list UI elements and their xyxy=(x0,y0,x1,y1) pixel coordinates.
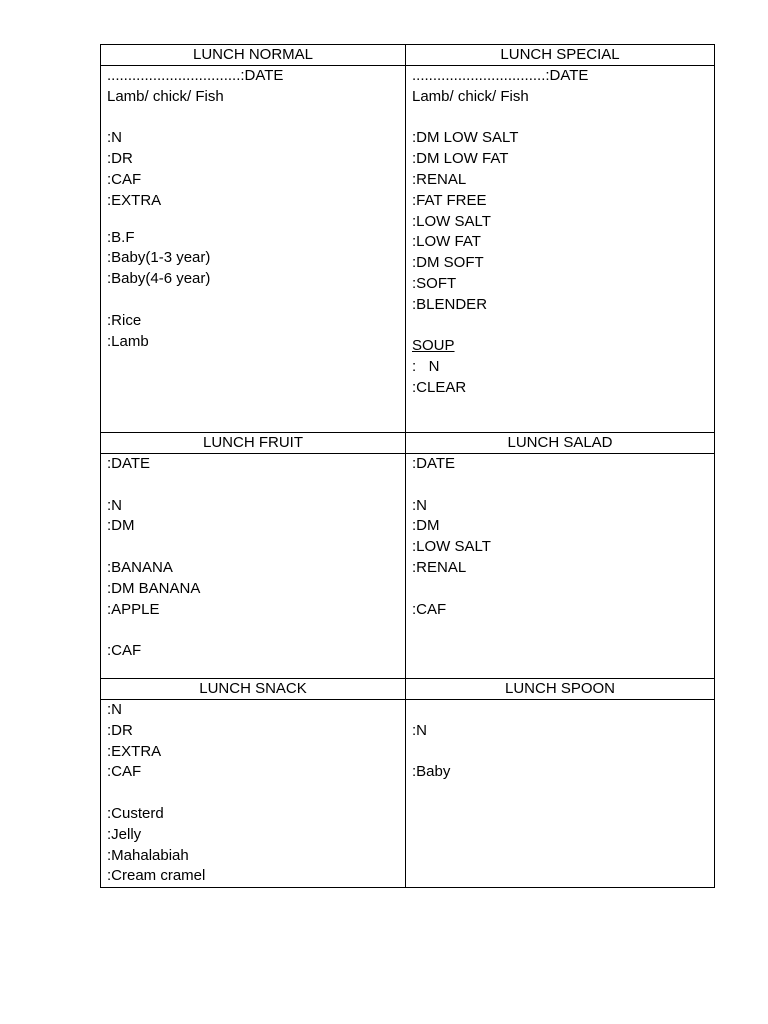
item-line: :CAF xyxy=(107,642,142,660)
lunch-snack-cell xyxy=(101,700,406,888)
lunch-normal-cell xyxy=(101,66,406,433)
item-line: :N xyxy=(412,496,427,514)
item-line: :N xyxy=(412,721,427,739)
lunch-normal-title: LUNCH NORMAL xyxy=(101,45,406,66)
item-line: :DR xyxy=(107,721,133,739)
item-line: :Baby xyxy=(412,763,451,781)
lunch-salad-cell xyxy=(406,454,715,679)
item-line: :Rice xyxy=(107,311,142,329)
item-line: :DM xyxy=(412,517,440,535)
date-line: ................................:DATE xyxy=(412,67,589,84)
item-line: :Baby(4-6 year) xyxy=(107,270,211,288)
blank-line xyxy=(412,700,708,721)
lunch-salad-title: LUNCH SALAD xyxy=(406,433,715,454)
blank-line xyxy=(107,783,399,804)
section-body-row xyxy=(101,66,715,433)
section-header-row xyxy=(101,45,715,66)
blank-line xyxy=(412,108,708,129)
date-line: :DATE xyxy=(107,455,151,472)
blank-line xyxy=(412,475,708,496)
lunch-special-title: LUNCH SPECIAL xyxy=(406,45,715,66)
item-line: :LOW SALT xyxy=(412,212,491,230)
item-line: :RENAL xyxy=(412,558,467,576)
item-line: :EXTRA xyxy=(107,191,162,209)
lunch-spoon-cell xyxy=(406,700,715,888)
lunch-fruit-title: LUNCH FRUIT xyxy=(101,433,406,454)
item-line: :CLEAR xyxy=(412,378,467,396)
item-line: :DM xyxy=(107,517,135,535)
item-line: : N xyxy=(412,358,440,376)
lunch-snack-title: LUNCH SNACK xyxy=(101,679,406,700)
item-line: :CAF xyxy=(107,170,142,188)
item-line: :LOW FAT xyxy=(412,233,481,251)
lunch-spoon-title: LUNCH SPOON xyxy=(406,679,715,700)
item-line: :CAF xyxy=(412,600,447,618)
blank-line xyxy=(107,212,399,228)
item-line: :DM SOFT xyxy=(412,254,484,272)
section-header-row xyxy=(101,433,715,454)
lunch-order-table xyxy=(100,44,715,888)
item-line: :Cream cramel xyxy=(107,867,206,885)
blank-line xyxy=(107,620,399,641)
protein-line: Lamb/ chick/ Fish xyxy=(107,87,224,105)
blank-line xyxy=(107,108,399,129)
blank-line xyxy=(107,475,399,496)
blank-line xyxy=(412,579,708,600)
item-line: :DM BANANA xyxy=(107,579,201,597)
item-line: :Custerd xyxy=(107,804,164,822)
date-line: ................................:DATE xyxy=(107,67,284,84)
protein-line: Lamb/ chick/ Fish xyxy=(412,87,529,105)
item-line: :DM LOW SALT xyxy=(412,129,519,147)
date-line: :DATE xyxy=(412,455,456,472)
item-line: :DR xyxy=(107,150,133,168)
item-line: :LOW SALT xyxy=(412,538,491,556)
item-line: :DM LOW FAT xyxy=(412,150,509,168)
item-line: :BANANA xyxy=(107,558,173,576)
item-line: :EXTRA xyxy=(107,742,162,760)
lunch-fruit-cell xyxy=(101,454,406,679)
item-line: :APPLE xyxy=(107,600,160,618)
soup-heading: SOUP xyxy=(412,337,455,355)
item-line: :RENAL xyxy=(412,170,467,188)
item-line: :CAF xyxy=(107,763,142,781)
item-line: :Baby(1-3 year) xyxy=(107,249,211,267)
item-line: :N xyxy=(107,129,122,147)
item-line: :N xyxy=(107,496,122,514)
blank-line xyxy=(412,742,708,763)
section-header-row xyxy=(101,679,715,700)
item-line: :BLENDER xyxy=(412,295,488,313)
item-line: :N xyxy=(107,701,122,718)
section-body-row xyxy=(101,700,715,888)
item-line: :Mahalabiah xyxy=(107,846,189,864)
item-line: :FAT FREE xyxy=(412,191,487,209)
item-line: :Jelly xyxy=(107,825,142,843)
blank-line xyxy=(412,316,708,337)
item-line: :B.F xyxy=(107,228,135,246)
blank-line xyxy=(107,537,399,558)
section-body-row xyxy=(101,454,715,679)
lunch-special-cell xyxy=(406,66,715,433)
blank-line xyxy=(107,290,399,311)
item-line: :SOFT xyxy=(412,274,457,292)
item-line: :Lamb xyxy=(107,332,149,350)
